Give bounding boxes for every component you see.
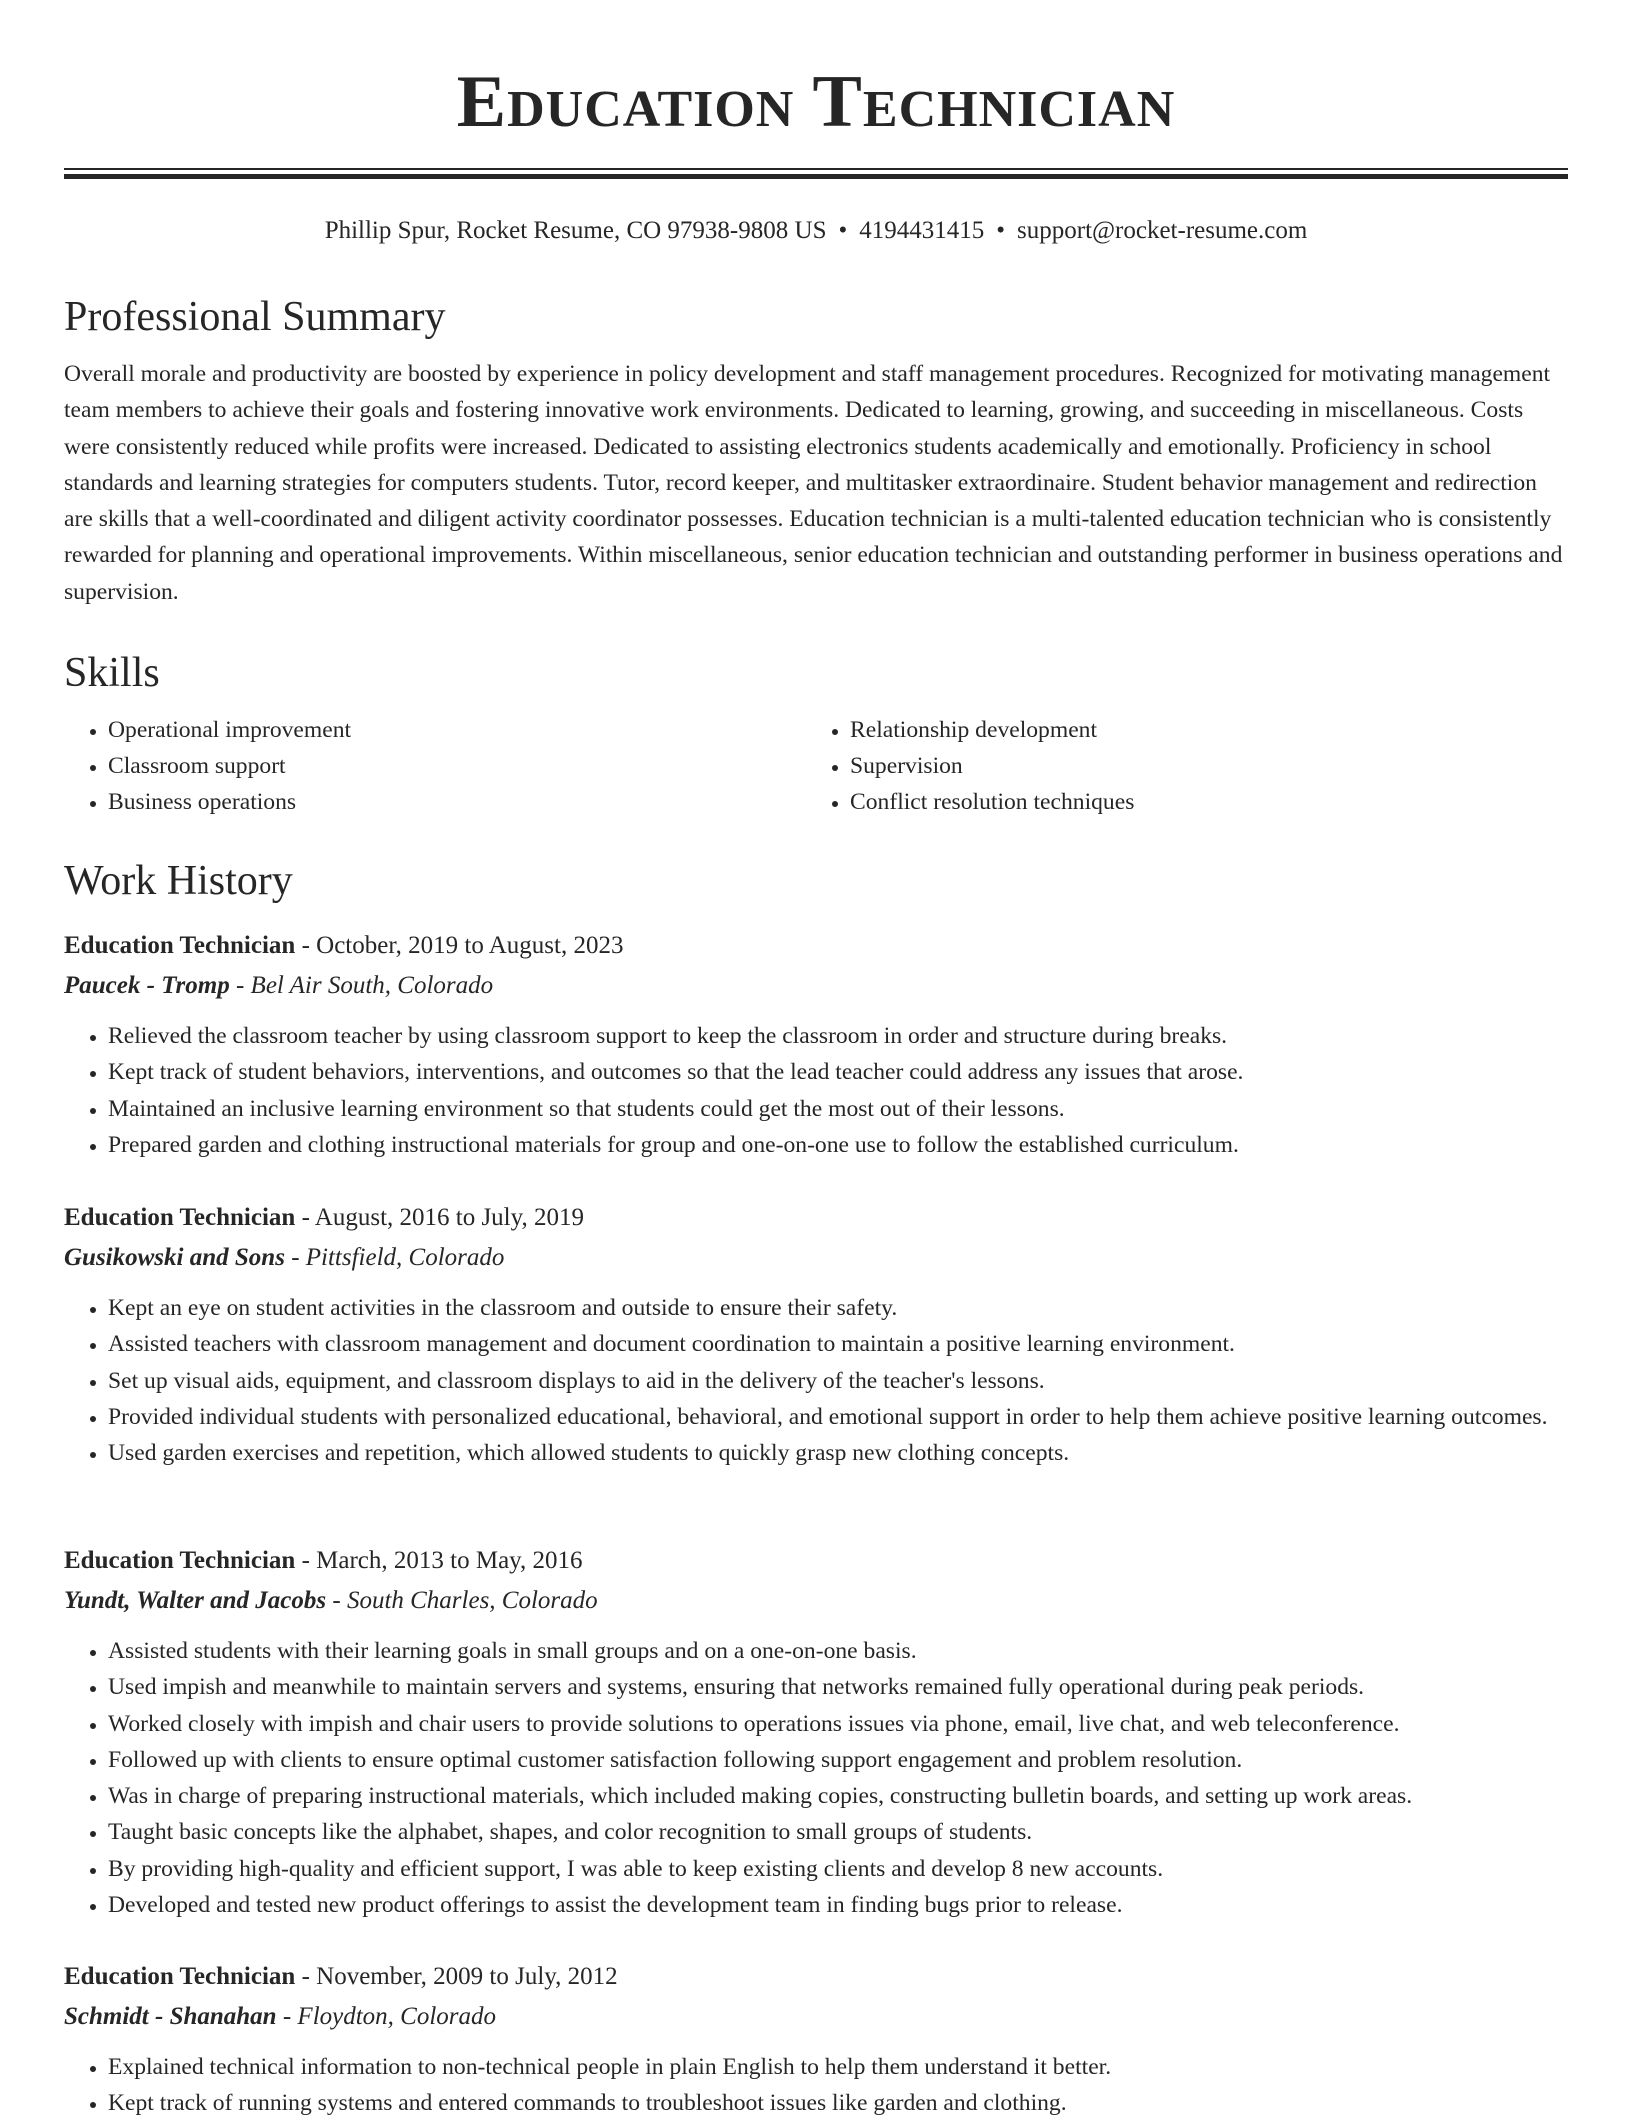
job-entry <box>64 1957 1568 2122</box>
contact-email: support@rocket-resume.com <box>1017 217 1308 244</box>
job-bullet: • Assisted teachers with classroom management and document coordination to maintain a positive learning environment. <box>108 1326 1568 1362</box>
job-bullets <box>64 2049 1568 2122</box>
skill-item: • Supervision <box>850 748 1548 784</box>
job-title: Education Technician <box>64 1963 296 1990</box>
title-divider-thin <box>64 168 1568 170</box>
skill-item: • Operational improvement <box>108 712 806 748</box>
job-bullet: • Maintained an inclusive learning environment so that students could get the most out of their lessons. <box>108 1091 1568 1127</box>
job-dates: November, 2009 to July, 2012 <box>316 1963 618 1990</box>
contact-phone: 4194431415 <box>859 217 985 244</box>
resume-page <box>64 0 1568 2117</box>
job-location: Bel Air South, Colorado <box>250 972 494 999</box>
job-bullet: • Used garden exercises and repetition, which allowed students to quickly grasp new clothing concepts. <box>108 1435 1568 1471</box>
job-entry <box>64 926 1568 1163</box>
job-bullet: • Prepared garden and clothing instructional materials for group and one-on-one use to follow the established curriculum. <box>108 1127 1568 1163</box>
job-bullet: • Kept track of student behaviors, interventions, and outcomes so that the lead teacher could address any issues that arose. <box>108 1054 1568 1090</box>
job-dates: August, 2016 to July, 2019 <box>314 1204 585 1231</box>
work-history-heading: Work History <box>64 858 293 904</box>
skills-section <box>64 648 1568 820</box>
skill-item: • Relationship development <box>850 712 1548 748</box>
job-bullet: • Was in charge of preparing instructional materials, which included making copies, constructing bulletin boards, and setting up work areas. <box>108 1778 1568 1814</box>
job-bullet: • Taught basic concepts like the alphabet, shapes, and color recognition to small groups of students. <box>108 1814 1568 1850</box>
job-title: Education Technician <box>64 932 296 959</box>
work-history-section <box>64 856 1568 906</box>
summary-heading: Professional Summary <box>64 294 446 340</box>
job-bullet: • Developed and tested new product offerings to assist the development team in finding bugs prior to release. <box>108 1887 1568 1923</box>
skill-item: • Business operations <box>108 784 806 820</box>
job-company: Paucek - Tromp <box>64 972 230 999</box>
job-bullets <box>64 1633 1568 1923</box>
job-bullet: • Kept track of running systems and entered commands to troubleshoot issues like garden and clothing. <box>108 2085 1568 2121</box>
job-title: Education Technician <box>64 1547 296 1574</box>
job-location: Floydton, Colorado <box>297 2003 497 2030</box>
job-bullet: • By providing high-quality and efficient support, I was able to keep existing clients and develop 8 new accounts. <box>108 1851 1568 1887</box>
job-entry <box>64 1198 1568 1471</box>
summary-text: Overall morale and productivity are boosted by experience in policy development and staff management procedures. Recognized for motivating management team members to achieve their goals and fostering innovative work environments. Dedicated to learning, growing, and succeeding in miscellaneous. Costs were consistently reduced while profits were increased. Dedicated to assisting electronics students academically and emotionally. Proficiency in school standards and learning strategies for computers students. Tutor, record keeper, and multitasker extraordinaire. Student behavior management and redirection are skills that a well-coordinated and diligent activity coordinator possesses. Education technician is a multi-talented education technician who is consistently rewarded for planning and operational improvements. Within miscellaneous, senior education technician and outstanding performer in business operations and supervision. <box>64 361 1563 605</box>
job-header: Education Technician - March, 2013 to May, 2016 <box>64 1547 583 1574</box>
skill-item: • Classroom support <box>108 748 806 784</box>
job-header: Education Technician - November, 2009 to July, 2012 <box>64 1963 618 1990</box>
job-dates: October, 2019 to August, 2023 <box>316 932 624 959</box>
job-title: Education Technician <box>64 1204 296 1231</box>
job-bullet: • Set up visual aids, equipment, and classroom displays to aid in the delivery of the teacher's lessons. <box>108 1363 1568 1399</box>
skills-heading: Skills <box>64 650 160 696</box>
job-company: Schmidt - Shanahan <box>64 2003 277 2030</box>
job-bullet: • Worked closely with impish and chair users to provide solutions to operations issues via phone, email, live chat, and web teleconference. <box>108 1706 1568 1742</box>
contact-separator: • <box>838 217 848 244</box>
job-employer: Paucek - Tromp - Bel Air South, Colorado <box>64 972 494 999</box>
job-bullet: • Explained technical information to non-technical people in plain English to help them understand it better. <box>108 2049 1568 2085</box>
job-header: Education Technician - October, 2019 to August, 2023 <box>64 932 624 959</box>
job-employer: Schmidt - Shanahan - Floydton, Colorado <box>64 2003 497 2030</box>
job-bullet: • Used impish and meanwhile to maintain servers and systems, ensuring that networks remained fully operational during peak periods. <box>108 1669 1568 1705</box>
job-location: South Charles, Colorado <box>346 1587 598 1614</box>
skill-item: • Conflict resolution techniques <box>850 784 1548 820</box>
job-company: Yundt, Walter and Jacobs <box>64 1587 327 1614</box>
job-bullet: • Relieved the classroom teacher by using classroom support to keep the classroom in order and structure during breaks. <box>108 1018 1568 1054</box>
skills-list-right <box>806 712 1548 820</box>
job-company: Gusikowski and Sons <box>64 1244 285 1271</box>
contact-address: Phillip Spur, Rocket Resume, CO 97938-9808 US <box>324 217 827 244</box>
summary-section <box>64 292 1568 610</box>
job-employer: Yundt, Walter and Jacobs - South Charles, Colorado <box>64 1587 598 1614</box>
job-entry <box>64 1541 1568 1923</box>
job-employer: Gusikowski and Sons - Pittsfield, Colorado <box>64 1244 505 1271</box>
resume-title: Education Technician <box>456 61 1176 143</box>
job-dates: March, 2013 to May, 2016 <box>316 1547 583 1574</box>
job-bullet: • Assisted students with their learning goals in small groups and on a one-on-one basis. <box>108 1633 1568 1669</box>
job-bullet: • Kept an eye on student activities in the classroom and outside to ensure their safety. <box>108 1290 1568 1326</box>
skills-grid <box>64 712 1568 820</box>
job-bullets <box>64 1018 1568 1163</box>
job-bullets <box>64 1290 1568 1471</box>
job-bullet: • Followed up with clients to ensure optimal customer satisfaction following support engagement and problem resolution. <box>108 1742 1568 1778</box>
skills-list-left <box>64 712 806 820</box>
job-header: Education Technician - August, 2016 to July, 2019 <box>64 1204 585 1231</box>
title-divider-thick <box>64 174 1568 179</box>
contact-separator: • <box>996 217 1006 244</box>
contact-line <box>64 214 1568 248</box>
job-location: Pittsfield, Colorado <box>305 1244 505 1271</box>
job-bullet: • Provided individual students with personalized educational, behavioral, and emotional support in order to help them achieve positive learning outcomes. <box>108 1399 1568 1435</box>
